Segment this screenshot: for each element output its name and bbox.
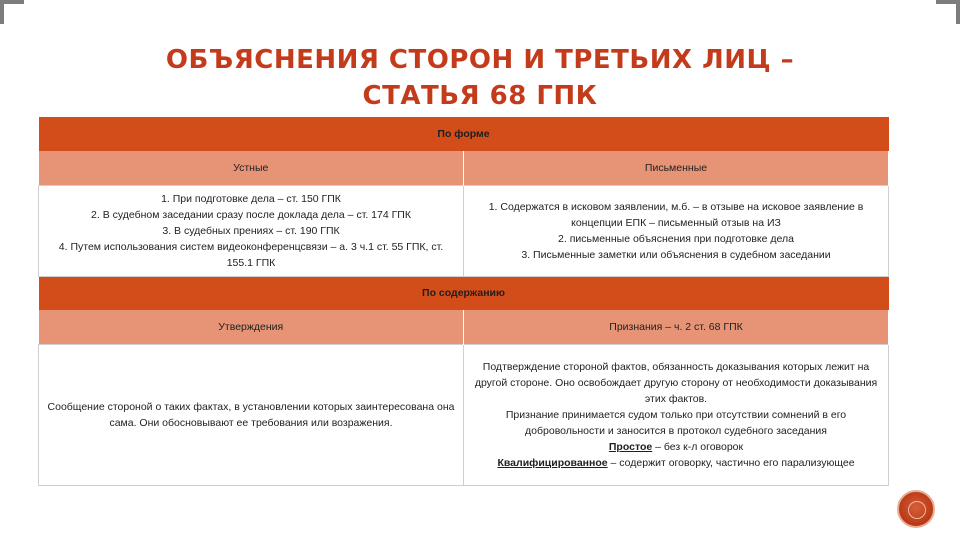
oral-cell xyxy=(39,185,464,276)
content-row-form xyxy=(39,185,889,276)
corner-decoration-left xyxy=(0,0,24,24)
list-item: 3. В судебных прениях – ст. 190 ГПК xyxy=(162,224,340,237)
list-item: 2. В судебном заседании сразу после доклада дела – ст. 174 ГПК xyxy=(91,208,411,221)
admissions-qualified xyxy=(472,455,880,471)
corner-decoration-right xyxy=(936,0,960,24)
circular-emblem-icon xyxy=(897,490,935,528)
simple-definition: – без к-л оговорок xyxy=(652,440,744,453)
subheader-row-content xyxy=(39,310,889,344)
list-item: 1. При подготовке дела – ст. 150 ГПК xyxy=(161,192,341,205)
simple-term: Простое xyxy=(608,440,653,453)
section-header-row-content xyxy=(39,276,889,310)
admissions-para-2: Признание принимается судом только при отсутствии сомнений в его добровольности и заносится в протокол судебного заседания xyxy=(505,408,847,437)
list-item: 3. Письменные заметки или объяснения в судебном заседании xyxy=(521,248,831,261)
column-header-assertions: Утверждения xyxy=(39,310,464,344)
qualified-definition: – содержит оговорку, частично его парализующее xyxy=(607,456,855,469)
column-header-oral: Устные xyxy=(39,151,464,185)
qualified-term: Квалифицированное xyxy=(497,456,608,469)
content-row-content xyxy=(39,344,889,485)
classification-table xyxy=(38,117,889,486)
slide-title-line2: СТАТЬЯ 68 ГПК xyxy=(362,81,598,111)
section-header-form: По форме xyxy=(437,128,490,140)
assertions-text: Сообщение стороной о таких фактах, в установлении которых заинтересована она сама. Они обосновывают ее требования или возражения. xyxy=(47,400,455,429)
admissions-cell xyxy=(464,344,889,485)
written-list xyxy=(472,199,880,263)
admissions-para-1: Подтверждение стороной фактов, обязанность доказывания которых лежит на другой стороне. Оно освобождает другую сторону от необходимости доказывания этих фактов. xyxy=(474,360,878,405)
admissions-simple xyxy=(472,439,880,455)
list-item: 4. Путем использования систем видеоконференцсвязи – а. 3 ч.1 ст. 55 ГПК, ст. 155.1 ГПК xyxy=(58,240,444,269)
subheader-row-form xyxy=(39,151,889,185)
column-header-admissions: Признания – ч. 2 ст. 68 ГПК xyxy=(464,310,889,344)
list-item: 1. Содержатся в исковом заявлении, м.б. – в отзыве на исковое заявление в концепции ЕПК – письменный отзыв на ИЗ xyxy=(488,200,864,229)
oral-list xyxy=(47,191,455,271)
slide-title-line1: ОБЪЯСНЕНИЯ СТОРОН И ТРЕТЬИХ ЛИЦ – xyxy=(165,45,795,75)
list-item: 2. письменные объяснения при подготовке дела xyxy=(558,232,794,245)
assertions-cell xyxy=(39,344,464,485)
slide-title xyxy=(0,42,960,114)
written-cell xyxy=(464,185,889,276)
section-header-row-form xyxy=(39,117,889,151)
section-header-content: По содержанию xyxy=(422,287,505,300)
column-header-written: Письменные xyxy=(464,151,889,185)
